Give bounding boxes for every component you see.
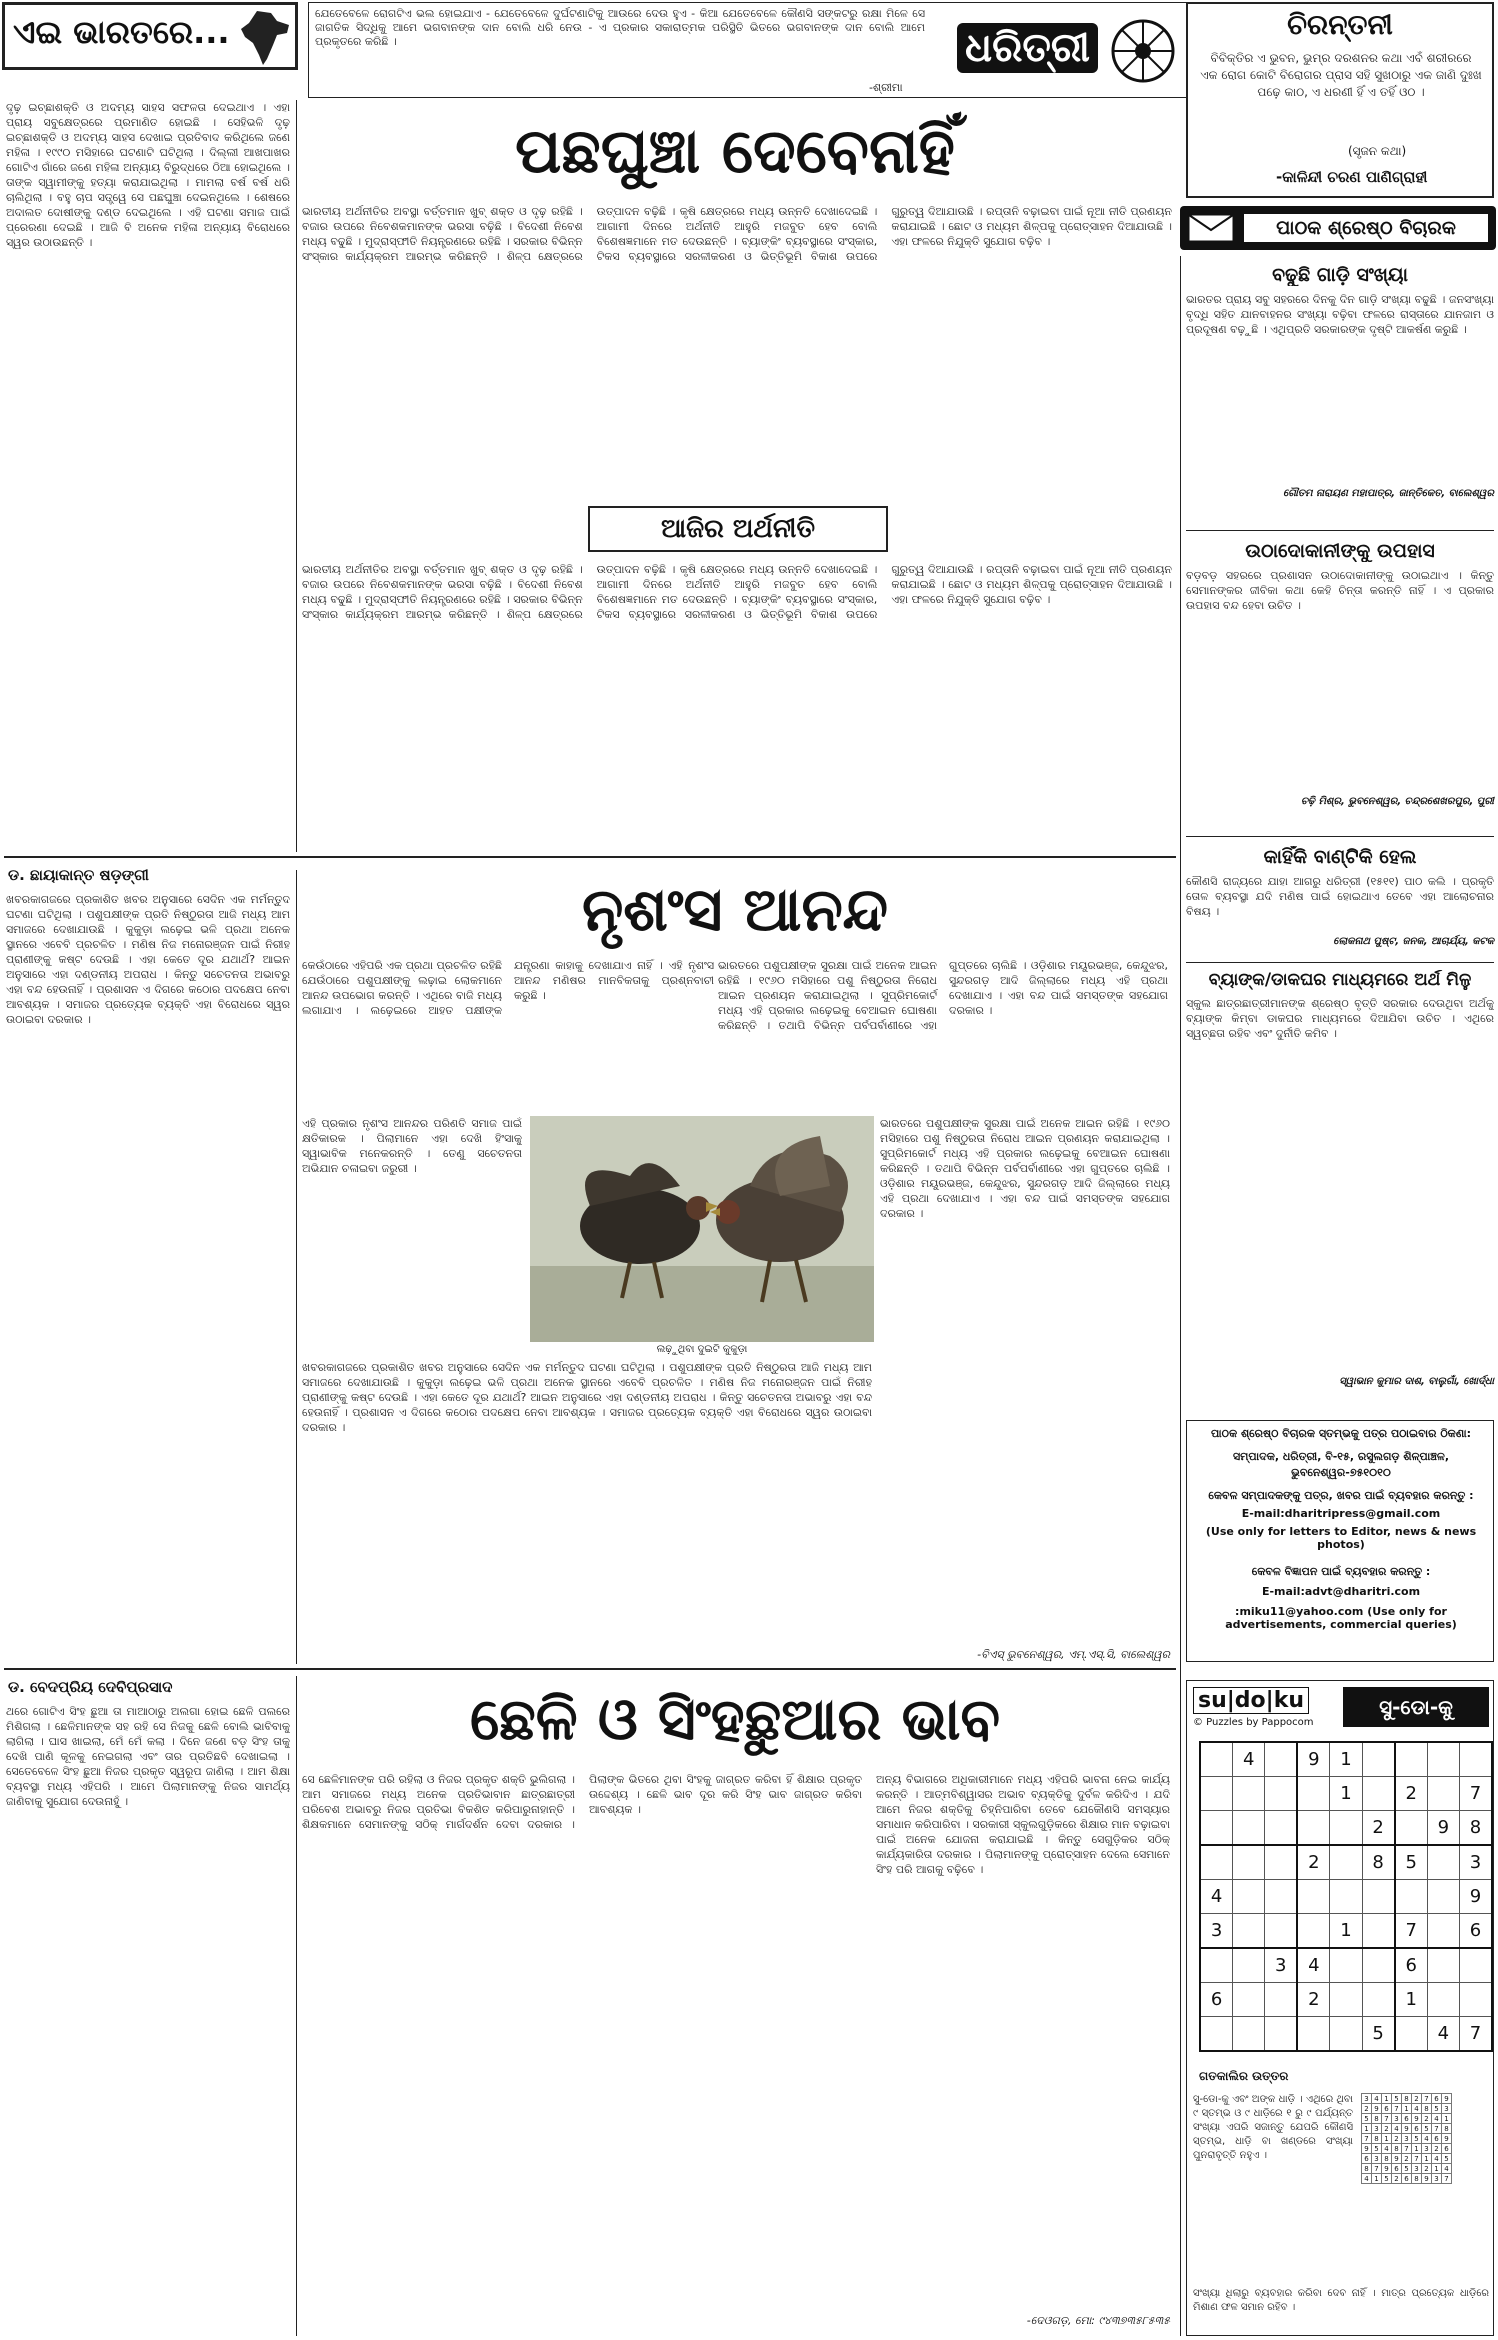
solution-cell: 8 — [1402, 2094, 1412, 2104]
solution-cell: 3 — [1432, 2174, 1442, 2184]
contact-address: ସମ୍ପାଦକ, ଧରିତ୍ରୀ, ବି-୧୫, ରସୁଲଗଡ଼ ଶିଳ୍ପାଞ୍ଚଳ, ଭୁବନେଶ୍ୱର-୭୫୧୦୧୦ — [1232, 1450, 1449, 1479]
article-2-signoff: -ବିଏସ୍ ଭୁବନେଶ୍ୱର, ଏମ୍.ଏସ୍.ସି, ବାଲେଶ୍ୱର — [977, 1648, 1170, 1661]
sudoku-cell[interactable] — [1200, 1948, 1233, 1983]
sudoku-cell[interactable] — [1362, 1742, 1395, 1777]
solution-cell: 9 — [1442, 2094, 1452, 2104]
sudoku-solution-grid — [1361, 2093, 1452, 2184]
solution-cell: 7 — [1432, 2124, 1442, 2134]
letter-author: ଚଢ଼ି ମିଶ୍ର, ଭୁବନେଶ୍ୱର, ଚନ୍ଦ୍ରଶେଖରପୁର, ପୁରୀ — [1300, 796, 1494, 807]
sudoku-cell[interactable]: 2 — [1362, 1811, 1395, 1846]
sudoku-cell[interactable] — [1427, 1742, 1459, 1777]
solution-cell: 8 — [1442, 2124, 1452, 2134]
section-header-box — [2, 2, 298, 70]
sudoku-cell[interactable]: 4 — [1233, 1742, 1265, 1777]
article-3-signoff: -ଦେଓଗଡ଼, ମୋ: ୯୪୩୭୩୫୮୫୩୫ — [1026, 2314, 1170, 2327]
solution-cell: 5 — [1362, 2114, 1372, 2124]
ad-email-2[interactable]: :miku11@yahoo.com (Use only for advertisements, commercial queries) — [1225, 1605, 1457, 1631]
sudoku-cell[interactable] — [1362, 1914, 1395, 1949]
article-1-left-body: ଦୃଢ଼ ଇଚ୍ଛାଶକ୍ତି ଓ ଅଦମ୍ୟ ସାହସ ସଫଳତା ଦେଇଥାଏ । ଏହା ପ୍ରାୟ ସବୁକ୍ଷେତ୍ରରେ ପ୍ରମାଣିତ ହୋଇଛି । ସେହିଭଳି ଦୃଢ଼ ଇଚ୍ଛାଶକ୍ତି ଓ ଅଦମ୍ୟ ସାହସ ଦେଖାଇ ପ୍ରତିବାଦ କରିଥିଲେ ଜଣେ ମହିଳା । ୧୯୯୦ ମସିହାରେ ଘଟଣାଟି ଘଟିଥିଲା । ଦିଲ୍ଲୀ ଆଖପାଖର ଗୋଟିଏ ଗାଁରେ ଜଣେ ମହିଳା ଅନ୍ୟାୟ ବିରୁଦ୍ଧରେ ଠିଆ ହୋଇଥିଲେ । ତାଙ୍କ ସ୍ୱାମୀଙ୍କୁ ହତ୍ୟା କରାଯାଇଥିଲା । ମାମଲା ବର୍ଷ ବର୍ଷ ଧରି ଚାଲିଥିଲା । ବହୁ ଚାପ ସତ୍ତ୍ୱେ ସେ ପଛଘୁଞ୍ଚା ଦେଇନଥିଲେ । ଶେଷରେ ଅଦାଲତ ଦୋଷୀଙ୍କୁ ଦଣ୍ଡ ଦେଇଥିଲେ । ଏହି ଘଟଣା ସମାଜ ପାଇଁ ପ୍ରେରଣା ଦେଇଛି । ଆଜି ବି ଅନେକ ମହିଳା ଅନ୍ୟାୟ ବିରୋଧରେ ସ୍ୱର ଉଠାଉଛନ୍ତି । — [6, 101, 290, 249]
solution-cell: 4 — [1422, 2134, 1432, 2144]
quote-text: ଯେତେବେଳେ ରୋଗଟିଏ ଭଲ ହୋଇଯାଏ - ଯେତେବେଳେ ଦୁର୍ଘଟଣାଟିକୁ ଆଉରେ ଦେଉ ହୁଏ - କିଆ ଯେତେବେଳେ କୌଣସି ସଙ୍କଟରୁ ରକ୍ଷା ମିଳେ ସେ ଜାଗତିକ ସିଦ୍ଧିକୁ ଆମେ ଭଗବାନଙ୍କ ଦାନ ବୋଲି ଧରି ନେଉ - ଏ ପ୍ରକାର ସକାରାତ୍ମକ ପରିସ୍ଥିତି ଭିତରେ ଭଗବାନଙ୍କ ଦାନ ବୋଲି ଆମେ ପ୍ରକୃତରେ କରିଛି । — [315, 7, 925, 48]
solution-cell: 5 — [1422, 2124, 1432, 2134]
sudoku-cell[interactable] — [1265, 2017, 1298, 2052]
sudoku-cell[interactable]: 3 — [1265, 1948, 1298, 1983]
sudoku-cell[interactable] — [1200, 1777, 1233, 1811]
sudoku-cell[interactable]: 5 — [1395, 1845, 1428, 1880]
sudoku-cell[interactable]: 1 — [1330, 1914, 1362, 1949]
sudoku-cell[interactable] — [1459, 1742, 1492, 1777]
solution-cell: 5 — [1402, 2164, 1412, 2174]
chirantani-box — [1186, 2, 1494, 198]
solution-cell: 9 — [1442, 2134, 1452, 2144]
solution-cell: 8 — [1372, 2134, 1382, 2144]
ad-email-1[interactable]: E-mail:advt@dharitri.com — [1261, 1585, 1421, 1598]
solution-cell: 7 — [1402, 2144, 1412, 2154]
solution-cell: 1 — [1382, 2094, 1392, 2104]
sudoku-cell[interactable]: 2 — [1297, 1983, 1330, 2017]
sudoku-cell[interactable] — [1330, 1983, 1362, 2017]
economics-box — [588, 506, 888, 552]
article-3-right-body: ଅନ୍ୟ ବିଭାଗରେ ଅଧିକାରୀମାନେ ମଧ୍ୟ ଏହିପରି ଭାବନା ନେଇ କାର୍ଯ୍ୟ କରନ୍ତି । ଆତ୍ମବିଶ୍ୱାସର ଅଭାବ ବ୍ୟକ୍ତିକୁ ଦୁର୍ବଳ କରିଦିଏ । ଯଦି ଆମେ ନିଜର ଶକ୍ତିକୁ ଚିହ୍ନିପାରିବା ତେବେ ଯେକୌଣସି ସମସ୍ୟାର ସମାଧାନ କରିପାରିବା । ସରକାରୀ ସ୍କୁଲଗୁଡ଼ିକରେ ଶିକ୍ଷାର ମାନ ବଢ଼ାଇବା ପାଇଁ ଅନେକ ଯୋଜନା କରାଯାଇଛି । କିନ୍ତୁ ସେଗୁଡ଼ିକର ସଠିକ୍ କାର୍ଯ୍ୟକାରିତା ଦରକାର । ପିଲାମାନଙ୍କୁ ପ୍ରୋତ୍ସାହନ ଦେଲେ ସେମାନେ ସିଂହ ପରି ଆଗକୁ ବଢ଼ିବେ । — [876, 1773, 1170, 1876]
solution-cell: 1 — [1402, 2104, 1412, 2114]
contact-email-label: କେବଳ ସମ୍ପାଦକଙ୍କୁ ପତ୍ର, ଖବର ପାଇଁ ବ୍ୟବହାର କରନ୍ତୁ : — [1208, 1489, 1474, 1502]
solution-cell: 3 — [1442, 2104, 1452, 2114]
solution-cell: 3 — [1422, 2144, 1432, 2154]
letter-title: କାହିଁକି ବାଣ୍ଟିକି ହେଲ — [1263, 846, 1417, 868]
article-2-right-body: ଭାରତରେ ପଶୁପକ୍ଷୀଙ୍କ ସୁରକ୍ଷା ପାଇଁ ଅନେକ ଆଇନ ରହିଛି । ୧୯୬୦ ମସିହାରେ ପଶୁ ନିଷ୍ଠୁରତା ନିରୋଧ ଆଇନ ପ୍ରଣୟନ କରାଯାଇଥିଲା । ସୁପ୍ରିମକୋର୍ଟ ମଧ୍ୟ ଏହି ପ୍ରକାର ଲଢ଼େଇକୁ ବେଆଇନ ଘୋଷଣା କରିଛନ୍ତି । ତଥାପି ବିଭିନ୍ନ ପର୍ବପର୍ବାଣୀରେ ଏହା ଗୁପ୍ତରେ ଚାଲିଛି । ଓଡ଼ିଶାର ମୟୂରଭଞ୍ଜ, କେନ୍ଦୁଝର, ସୁନ୍ଦରଗଡ଼ ଆଦି ଜିଲ୍ଲାରେ ମଧ୍ୟ ଏହି ପ୍ରଥା ଦେଖାଯାଏ । ଏହା ବନ୍ଦ ପାଇଁ ସମସ୍ତଙ୍କ ସହଯୋଗ ଦରକାର । — [718, 959, 1168, 1032]
letter-title: ବଢୁଛି ଗାଡ଼ି ସଂଖ୍ୟା — [1272, 264, 1408, 286]
sudoku-cell[interactable] — [1427, 1948, 1459, 1983]
solution-cell: 4 — [1362, 2174, 1372, 2184]
sudoku-cell[interactable]: 7 — [1459, 2017, 1492, 2052]
sudoku-cell[interactable]: 9 — [1427, 1811, 1459, 1846]
chirantani-body: ବିବିକ୍ତିର ଏ ଭୁବନ, ଭୁମ୍ର ଦରଶନର କଥା ଏବଁ ଶରୀରରେ ଏକ ରୋଗ କୋଟି ବିରୋଗର ପ୍ରାସ ସହି ସୁଖଠାରୁ ଏକ ଜାଣି ଦୁଃଖ ପଢ଼େ କାଠ, ଏ ଧରଣୀ ହିଁ ଏ ତହିଁ ଓଠ । — [1200, 51, 1482, 99]
sudoku-brand-sub: © Puzzles by Pappocom — [1193, 1717, 1314, 1728]
sudoku-cell[interactable]: 3 — [1200, 1914, 1233, 1949]
sudoku-cell[interactable] — [1265, 1845, 1298, 1880]
solution-cell: 9 — [1402, 2124, 1412, 2134]
letter-author: ଗୌତମ ନାରାୟଣ ମହାପାତ୍ର, ଜାନ୍ତିକେତ, ବାଲେଶ୍ୱର — [1283, 488, 1494, 499]
solution-cell: 2 — [1432, 2144, 1442, 2154]
sudoku-cell[interactable]: 6 — [1200, 1983, 1233, 2017]
solution-cell: 9 — [1362, 2144, 1372, 2154]
solution-cell: 8 — [1362, 2164, 1372, 2174]
sudoku-cell[interactable] — [1200, 1845, 1233, 1880]
headline-2: ନୃଶଂସ ଆନନ୍ଦ — [581, 875, 889, 945]
solution-cell: 7 — [1412, 2154, 1422, 2164]
sudoku-cell[interactable]: 8 — [1459, 1811, 1492, 1846]
sudoku-cell[interactable] — [1362, 1983, 1395, 2017]
ad-label: କେବଳ ବିଜ୍ଞାପନ ପାଇଁ ବ୍ୟବହାର କରନ୍ତୁ : — [1251, 1565, 1431, 1578]
solution-cell: 5 — [1372, 2144, 1382, 2154]
solution-cell: 9 — [1412, 2114, 1422, 2124]
solution-cell: 8 — [1382, 2154, 1392, 2164]
sudoku-cell[interactable] — [1395, 2017, 1428, 2052]
solution-cell: 1 — [1372, 2174, 1382, 2184]
sudoku-cell[interactable] — [1330, 2017, 1362, 2052]
article-2-right-body-2: ଭାରତରେ ପଶୁପକ୍ଷୀଙ୍କ ସୁରକ୍ଷା ପାଇଁ ଅନେକ ଆଇନ ରହିଛି । ୧୯୬୦ ମସିହାରେ ପଶୁ ନିଷ୍ଠୁରତା ନିରୋଧ ଆଇନ ପ୍ରଣୟନ କରାଯାଇଥିଲା । ସୁପ୍ରିମକୋର୍ଟ ମଧ୍ୟ ଏହି ପ୍ରକାର ଲଢ଼େଇକୁ ବେଆଇନ ଘୋଷଣା କରିଛନ୍ତି । ତଥାପି ବିଭିନ୍ନ ପର୍ବପର୍ବାଣୀରେ ଏହା ଗୁପ୍ତରେ ଚାଲିଛି । ଓଡ଼ିଶାର ମୟୂରଭଞ୍ଜ, କେନ୍ଦୁଝର, ସୁନ୍ଦରଗଡ଼ ଆଦି ଜିଲ୍ଲାରେ ମଧ୍ୟ ଏହି ପ୍ରଥା ଦେଖାଯାଏ । ଏହା ବନ୍ଦ ପାଇଁ ସମସ୍ତଙ୍କ ସହଯୋଗ ଦରକାର । — [880, 1117, 1170, 1220]
sudoku-cell[interactable] — [1265, 1914, 1298, 1949]
solution-cell: 7 — [1382, 2114, 1392, 2124]
solution-cell: 3 — [1372, 2154, 1382, 2164]
letter-body: ଭାରତର ପ୍ରାୟ ସବୁ ସହରରେ ଦିନକୁ ଦିନ ଗାଡ଼ି ସଂଖ୍ୟା ବଢୁଛି । ଜନସଂଖ୍ୟା ବୃଦ୍ଧି ସହିତ ଯାନବାହନର ସଂଖ୍ୟା ବଢ଼ିବା ଫଳରେ ରାସ୍ତାରେ ଯାନଜାମ ଓ ପ୍ରଦୂଷଣ ବଢ଼ୁଛି । ଏଥିପ୍ରତି ସରକାରଙ୍କ ଦୃଷ୍ଟି ଆକର୍ଷଣ କରୁଛି । — [1186, 293, 1494, 336]
section-title: ଏଇ ଭାରତରେ... — [13, 13, 230, 51]
solution-cell: 6 — [1432, 2094, 1442, 2104]
sudoku-cell[interactable]: 4 — [1297, 1948, 1330, 1983]
sudoku-cell[interactable]: 8 — [1362, 1845, 1395, 1880]
contact-email-note: (Use only for letters to Editor, news & news photos) — [1205, 1525, 1477, 1551]
sudoku-cell[interactable]: 3 — [1459, 1845, 1492, 1880]
readers-banner — [1180, 206, 1496, 250]
sudoku-cell[interactable]: 1 — [1330, 1742, 1362, 1777]
solution-cell: 2 — [1402, 2154, 1412, 2164]
letter-author: ସ୍ୱାଭାନ କୁମାର ଦାଶ, ବାଲୁଗାଁ, ଖୋର୍ଦ୍ଧା — [1339, 1376, 1494, 1387]
solution-cell: 3 — [1392, 2114, 1402, 2124]
sudoku-cell[interactable]: 9 — [1297, 1742, 1330, 1777]
sudoku-cell[interactable]: 9 — [1459, 1880, 1492, 1914]
dharitri-logo — [949, 13, 1185, 89]
solution-cell: 3 — [1362, 2094, 1372, 2104]
solution-cell: 7 — [1372, 2164, 1382, 2174]
sudoku-cell[interactable]: 7 — [1395, 1914, 1428, 1949]
solution-cell: 1 — [1362, 2124, 1372, 2134]
solution-cell: 2 — [1422, 2164, 1432, 2174]
sudoku-solution-title: ଗତକାଲିର ଉତ୍ତର — [1199, 2069, 1289, 2083]
sudoku-cell[interactable] — [1330, 1845, 1362, 1880]
chirantani-author: -କାଳିନ୍ଦୀ ଚରଣ ପାଣିଗ୍ରାହୀ — [1276, 168, 1428, 186]
solution-cell: 4 — [1412, 2104, 1422, 2114]
byline-1: ଡ. ଛାୟାକାନ୍ତ ଷଡ଼ଙ୍ଗୀ — [8, 866, 149, 884]
solution-cell: 3 — [1402, 2134, 1412, 2144]
sudoku-cell[interactable]: 1 — [1330, 1777, 1362, 1811]
sudoku-cell[interactable] — [1330, 1880, 1362, 1914]
solution-cell: 2 — [1422, 2114, 1432, 2124]
sudoku-cell[interactable] — [1200, 1811, 1233, 1846]
solution-cell: 2 — [1382, 2124, 1392, 2134]
quote-author: -ଶ୍ରୀମା — [869, 81, 903, 94]
contact-intro: ପାଠକ ଶ୍ରେଷ୍ଠ ବିଚାରକ ସ୍ତମ୍ଭକୁ ପତ୍ର ପଠାଇବାର ଠିକଣା: — [1210, 1427, 1472, 1440]
quote-box — [308, 2, 1188, 98]
sudoku-cell[interactable]: 7 — [1459, 1777, 1492, 1811]
sudoku-cell[interactable] — [1427, 1880, 1459, 1914]
letter-body: କୌଣସି ରାଜ୍ୟରେ ଯାହା ଆଗରୁ ଧରିତ୍ରୀ (୧୫୧୧) ପାଠ କଲି । ପ୍ରକୃତି ତୋଳ ବ୍ୟବସ୍ଥା ଯଦି ମଣିଷ ପାଇଁ ହୋଇଥାଏ ତେବେ ଏହା ଆଲୋଚନାର ବିଷୟ । — [1186, 875, 1494, 918]
sudoku-cell[interactable] — [1395, 1880, 1428, 1914]
sudoku-cell[interactable] — [1265, 1983, 1298, 2017]
solution-cell: 1 — [1422, 2154, 1432, 2164]
chirantani-title: ଚିରନ୍ତନୀ — [1287, 8, 1393, 41]
contact-email[interactable]: E-mail:dharitripress@gmail.com — [1241, 1507, 1441, 1520]
solution-cell: 9 — [1372, 2104, 1382, 2114]
letter-title: ବ୍ୟାଙ୍କ/ଡାକଘର ମାଧ୍ୟମରେ ଅର୍ଥ ମିଳୁ — [1208, 970, 1472, 990]
sudoku-box — [1186, 1680, 1494, 2336]
letter-author: ଲୋକନାଥ ପୁଷ୍ଟ, ଜନକ, ଆଚାର୍ଯ୍ୟ, କଟକ — [1333, 936, 1494, 947]
solution-cell: 8 — [1392, 2144, 1402, 2154]
sudoku-cell[interactable]: 2 — [1395, 1777, 1428, 1811]
sudoku-cell[interactable] — [1362, 1880, 1395, 1914]
sudoku-footer: ସଂଖ୍ୟା ଧିଲାରୁ ବ୍ୟବହାର କରିବା ଦେବ ନାହିଁ । ମାତ୍ର ପ୍ରତ୍ୟେକ ଧାଡ଼ିରେ ମିଶାଣ ଫଳ ସମାନ ରହିବ । — [1193, 2288, 1489, 2313]
solution-cell: 7 — [1392, 2104, 1402, 2114]
solution-cell: 7 — [1422, 2094, 1432, 2104]
solution-cell: 4 — [1432, 2154, 1442, 2164]
solution-cell: 4 — [1432, 2114, 1442, 2124]
solution-cell: 4 — [1392, 2124, 1402, 2134]
sudoku-cell[interactable] — [1330, 1948, 1362, 1983]
sudoku-cell[interactable] — [1395, 1742, 1428, 1777]
sudoku-cell[interactable] — [1427, 1777, 1459, 1811]
article-1-right-body-b: ଭାରତୀୟ ଅର୍ଥନୀତିର ଅବସ୍ଥା ବର୍ତ୍ତମାନ ଖୁବ୍ ଶକ୍ତ ଓ ଦୃଢ଼ ରହିଛି । ବଜାର ଉପରେ ନିବେଶକମାନଙ୍କ ଭରସା ବଢ଼ିଛି । ବିଦେଶୀ ନିବେଶ ମଧ୍ୟ ବଢୁଛି । ମୁଦ୍ରାସ୍ଫୀତି ନିୟନ୍ତ୍ରଣରେ ରହିଛି । ସରକାର ବିଭିନ୍ନ ସଂସ୍କାର କାର୍ଯ୍ୟକ୍ରମ ଆରମ୍ଭ କରିଛନ୍ତି । ଶିଳ୍ପ କ୍ଷେତ୍ରରେ ଉତ୍ପାଦନ ବଢ଼ିଛି । କୃଷି କ୍ଷେତ୍ରରେ ମଧ୍ୟ ଉନ୍ନତି ଦେଖାଦେଇଛି । ଆଗାମୀ ଦିନରେ ଅର୍ଥନୀତି ଆହୁରି ମଜବୁତ ହେବ ବୋଲି ବିଶେଷଜ୍ଞମାନେ ମତ ଦେଉଛନ୍ତି । ବ୍ୟାଙ୍କିଂ ବ୍ୟବସ୍ଥାରେ ସଂସ୍କାର, ଟିକସ ବ୍ୟବସ୍ଥାରେ ସରଳୀକରଣ ଓ ଭିତ୍ତିଭୂମି ବିକାଶ ଉପରେ ଗୁରୁତ୍ୱ ଦିଆଯାଉଛି । ରପ୍ତାନି ବଢ଼ାଇବା ପାଇଁ ନୂଆ ନୀତି ପ୍ରଣୟନ କରାଯାଇଛି । ଛୋଟ ଓ ମଧ୍ୟମ ଶିଳ୍ପକୁ ପ୍ରୋତ୍ସାହନ ଦିଆଯାଉଛି । ଏହା ଫଳରେ ନିଯୁକ୍ତି ସୁଯୋଗ ବଢ଼ିବ । — [302, 563, 1172, 621]
letter-title: ଉଠାଦୋକାନୀଙ୍କୁ ଉପହାସ — [1245, 540, 1435, 562]
solution-cell: 3 — [1412, 2164, 1422, 2174]
solution-cell: 6 — [1402, 2174, 1412, 2184]
contact-box — [1186, 1420, 1494, 1662]
sudoku-cell[interactable] — [1233, 1880, 1265, 1914]
solution-cell: 7 — [1442, 2174, 1452, 2184]
sudoku-cell[interactable] — [1427, 1845, 1459, 1880]
chirantani-source: (ସୃଜନ କଥା) — [1348, 144, 1407, 158]
article-2-mid-body-3: ଖବରକାଗଜରେ ପ୍ରକାଶିତ ଖବର ଅନୁସାରେ ସେଦିନ ଏକ ମର୍ମନ୍ତୁଦ ଘଟଣା ଘଟିଥିଲା । ପଶୁପକ୍ଷୀଙ୍କ ପ୍ରତି ନିଷ୍ଠୁରତା ଆଜି ମଧ୍ୟ ଆମ ସମାଜରେ ଦେଖାଯାଉଛି । କୁକୁଡ଼ା ଲଢ଼େଇ ଭଳି ପ୍ରଥା ଅନେକ ସ୍ଥାନରେ ଏବେବି ପ୍ରଚଳିତ । ମଣିଷ ନିଜ ମନୋରଞ୍ଜନ ପାଇଁ ନିରୀହ ପ୍ରାଣୀଙ୍କୁ କଷ୍ଟ ଦେଉଛି । ଏହା କେତେ ଦୂର ଯଥାର୍ଥ? ଆଇନ ଅନୁସାରେ ଏହା ଦଣ୍ଡନୀୟ ଅପରାଧ । କିନ୍ତୁ ସଚେତନତା ଅଭାବରୁ ଏହା ବନ୍ଦ ହେଉନାହିଁ । ପ୍ରଶାସନ ଏ ଦିଗରେ କଠୋର ପଦକ୍ଷେପ ନେବା ଆବଶ୍ୟକ । ସମାଜର ପ୍ରତ୍ୟେକ ବ୍ୟକ୍ତି ଏହା ବିରୋଧରେ ସ୍ୱର ଉଠାଇବା ଦରକାର । — [302, 1361, 872, 1434]
solution-cell: 6 — [1362, 2154, 1372, 2164]
sudoku-cell[interactable] — [1233, 1948, 1265, 1983]
solution-cell: 6 — [1392, 2164, 1402, 2174]
solution-cell: 5 — [1412, 2134, 1422, 2144]
byline-2: ଡ. ବେଦପ୍ରିୟ ଦେବିପ୍ରସାଦ — [8, 1678, 173, 1696]
article-3-mid-body: ସେ ଛେଳିମାନଙ୍କ ପରି ରହିଲା ଓ ନିଜର ପ୍ରକୃତ ଶକ୍ତି ଭୁଲିଗଲା । ଆମ ସମାଜରେ ମଧ୍ୟ ଅନେକ ପ୍ରତିଭାବାନ ଛାତ୍ରଛାତ୍ରୀ ପରିବେଶ ଅଭାବରୁ ନିଜର ପ୍ରତିଭା ବିକଶିତ କରିପାରୁନାହାନ୍ତି । ଶିକ୍ଷକମାନେ ସେମାନଙ୍କୁ ସଠିକ୍ ମାର୍ଗଦର୍ଶନ ଦେବା ଦରକାର । ପିଲାଙ୍କ ଭିତରେ ଥିବା ସିଂହକୁ ଜାଗ୍ରତ କରିବା ହିଁ ଶିକ୍ଷାର ପ୍ରକୃତ ଉଦ୍ଦେଶ୍ୟ । ଛେଳି ଭାବ ଦୂର କରି ସିଂହ ଭାବ ଜାଗ୍ରତ କରିବା ଆବଶ୍ୟକ । — [302, 1773, 862, 1831]
solution-cell: 5 — [1392, 2094, 1402, 2104]
envelope-icon — [1188, 214, 1234, 242]
sudoku-cell[interactable] — [1233, 1983, 1265, 2017]
solution-cell: 1 — [1442, 2114, 1452, 2124]
sudoku-cell[interactable] — [1427, 1914, 1459, 1949]
sudoku-cell[interactable] — [1297, 1777, 1330, 1811]
sudoku-title: ସୁ-ଡୋ-କୁ — [1343, 1687, 1489, 1727]
solution-cell: 9 — [1392, 2154, 1402, 2164]
sudoku-cell[interactable]: 2 — [1297, 1845, 1330, 1880]
solution-cell: 2 — [1412, 2094, 1422, 2104]
sudoku-cell[interactable] — [1297, 1914, 1330, 1949]
headline-3: ଛେଳି ଓ ସିଂହଛୁଆର ଭାବ — [469, 1685, 1001, 1753]
letter-4 — [1186, 970, 1494, 1410]
wheel-logo-icon — [1109, 17, 1177, 85]
headline-1: ପଛଘୁଞ୍ଚା ଦେବେନାହିଁ — [515, 114, 955, 187]
sudoku-cell[interactable] — [1265, 1742, 1298, 1777]
letter-2 — [1186, 540, 1494, 830]
letter-1 — [1186, 264, 1494, 524]
letter-body: ବଡ଼ବଡ଼ ସହରରେ ପ୍ରଶାସନ ଉଠାଦୋକାନୀଙ୍କୁ ଉଠାଇଥାଏ । କିନ୍ତୁ ସେମାନଙ୍କର ଜୀବିକା କଥା କେହି ଚିନ୍ତା କରନ୍ତି ନାହିଁ । ଏ ପ୍ରକାର ଉପହାସ ବନ୍ଦ ହେବା ଉଚିତ । — [1186, 569, 1494, 612]
solution-cell: 8 — [1372, 2114, 1382, 2124]
article-3-left-body: ଥରେ ଗୋଟିଏ ସିଂହ ଛୁଆ ତା ମାଆଠାରୁ ଅଲଗା ହୋଇ ଛେଳି ପଲରେ ମିଶିଗଲା । ଛେଳିମାନଙ୍କ ସହ ରହି ସେ ନିଜକୁ ଛେଳି ବୋଲି ଭାବିବାକୁ ଲାଗିଲା । ଘାସ ଖାଇଲା, ମେଁ ମେଁ କଲା । ଦିନେ ଜଣେ ବଡ଼ ସିଂହ ତାକୁ ଦେଖି ପାଣି କୂଳକୁ ନେଇଗଲା ଏବଂ ତାର ପ୍ରତିଛବି ଦେଖାଇଲା । ସେତେବେଳେ ସିଂହ ଛୁଆ ନିଜର ପ୍ରକୃତ ସ୍ୱରୂପ ଜାଣିଲା । ଆମ ଶିକ୍ଷା ବ୍ୟବସ୍ଥା ମଧ୍ୟ ଏହିପରି । ଆମେ ପିଲାମାନଙ୍କୁ ନିଜର ସାମର୍ଥ୍ୟ ଜାଣିବାକୁ ସୁଯୋଗ ଦେଉନାହୁଁ । — [6, 1705, 290, 1808]
sudoku-instructions: ସୁ-ଡୋ-କୁ ଏବଂ ଅଙ୍କ ଧାଡ଼ି । ଏଥିରେ ଥିବା ୯ ସ୍ତମ୍ଭ ଓ ୯ ଧାଡ଼ିରେ ୧ ରୁ ୯ ପର୍ଯ୍ୟନ୍ତ ସଂଖ୍ୟା ଏପରି ସଜାନ୍ତୁ ଯେପରି କୌଣସି ସ୍ତମ୍ଭ, ଧାଡ଼ି ବା ଖଣ୍ଡରେ ସଂଖ୍ୟା ପୁନରାବୃତ୍ତି ନହୁଏ । — [1193, 2094, 1353, 2161]
sudoku-cell[interactable]: 6 — [1395, 1948, 1428, 1983]
sudoku-cell[interactable] — [1265, 1777, 1298, 1811]
solution-cell: 9 — [1422, 2174, 1432, 2184]
solution-cell: 6 — [1442, 2144, 1452, 2154]
sudoku-brand: su|do|ku — [1193, 1687, 1309, 1714]
solution-cell: 6 — [1382, 2104, 1392, 2114]
sudoku-cell[interactable] — [1297, 1880, 1330, 1914]
solution-cell: 8 — [1422, 2104, 1432, 2114]
solution-cell: 1 — [1432, 2164, 1442, 2174]
solution-cell: 6 — [1432, 2134, 1442, 2144]
sudoku-cell[interactable] — [1362, 1948, 1395, 1983]
readers-banner-title: ପାଠକ ଶ୍ରେଷ୍ଠ ବିଚାରକ — [1244, 214, 1488, 242]
sudoku-cell[interactable] — [1265, 1880, 1298, 1914]
solution-cell: 1 — [1412, 2144, 1422, 2154]
article-2-mid-body: କେଉଁଠାରେ ଏହିପରି ଏକ ପ୍ରଥା ପ୍ରଚଳିତ ରହିଛି ଯେଉଁଠାରେ ପଶୁପକ୍ଷୀଙ୍କୁ ଲଢ଼ାଇ ଲୋକମାନେ ଆନନ୍ଦ ଉପଭୋଗ କରନ୍ତି । ଏଥିରେ ବାଜି ମଧ୍ୟ ଲଗାଯାଏ । ଲଢ଼େଇରେ ଆହତ ପକ୍ଷୀଙ୍କ ଯନ୍ତ୍ରଣା କାହାକୁ ଦେଖାଯାଏ ନାହିଁ । ଏହି ନୃଶଂସ ଆନନ୍ଦ ମଣିଷର ମାନବିକତାକୁ ପ୍ରଶ୍ନବାଚୀ କରୁଛି । — [302, 959, 714, 1017]
solution-cell: 9 — [1382, 2164, 1392, 2174]
letter-body: ସ୍କୁଲ ଛାତ୍ରଛାତ୍ରୀମାନଙ୍କ ଶ୍ରେଷ୍ଠ ବୃତ୍ତି ସରକାର ଦେଉଥିବା ଅର୍ଥକୁ ବ୍ୟାଙ୍କ କିମ୍ବା ଡାକଘର ମାଧ୍ୟମରେ ଦିଆଯିବା ଉଚିତ । ଏଥିରେ ସ୍ୱଚ୍ଛତା ରହିବ ଏବଂ ଦୁର୍ନୀତି କମିବ । — [1186, 997, 1494, 1040]
article-2-mid-body-2: ଏହି ପ୍ରକାର ନୃଶଂସ ଆନନ୍ଦର ପରିଣତି ସମାଜ ପାଇଁ କ୍ଷତିକାରକ । ପିଲାମାନେ ଏହା ଦେଖି ହିଂସାକୁ ସ୍ୱାଭାବିକ ମନେକରନ୍ତି । ତେଣୁ ସଚେତନତା ଅଭିଯାନ ଚଳାଇବା ଜରୁରୀ । — [302, 1117, 522, 1175]
sudoku-cell[interactable] — [1233, 1777, 1265, 1811]
economics-box-title: ଆଜିର ଅର୍ଥନୀତି — [661, 514, 815, 544]
rooster-fight-illustration — [530, 1116, 874, 1342]
sudoku-cell[interactable] — [1297, 2017, 1330, 2052]
sudoku-cell[interactable] — [1233, 1845, 1265, 1880]
sudoku-cell[interactable] — [1427, 1983, 1459, 2017]
solution-cell: 1 — [1382, 2134, 1392, 2144]
solution-cell: 4 — [1372, 2094, 1382, 2104]
sudoku-cell[interactable]: 6 — [1459, 1914, 1492, 1949]
sudoku-grid[interactable] — [1199, 1741, 1493, 2052]
india-map-icon — [237, 9, 293, 67]
solution-cell: 2 — [1392, 2174, 1402, 2184]
sudoku-cell[interactable] — [1362, 1777, 1395, 1811]
solution-cell: 6 — [1412, 2124, 1422, 2134]
solution-cell: 8 — [1412, 2174, 1422, 2184]
sudoku-cell[interactable] — [1330, 1811, 1362, 1846]
solution-cell: 5 — [1382, 2174, 1392, 2184]
rooster-photo — [530, 1116, 874, 1342]
solution-cell: 3 — [1372, 2124, 1382, 2134]
sudoku-cell[interactable] — [1200, 2017, 1233, 2052]
sudoku-cell[interactable]: 4 — [1200, 1880, 1233, 1914]
solution-cell: 4 — [1442, 2164, 1452, 2174]
sudoku-cell[interactable] — [1233, 1811, 1265, 1846]
photo-caption: ଲଢ଼ୁଥିବା ଦୁଇଟି କୁକୁଡ଼ା — [656, 1344, 748, 1355]
sudoku-cell[interactable] — [1200, 1742, 1233, 1777]
solution-cell: 2 — [1362, 2104, 1372, 2114]
solution-cell: 5 — [1432, 2104, 1442, 2114]
sudoku-cell[interactable] — [1459, 1948, 1492, 1983]
letter-3 — [1186, 846, 1494, 956]
solution-cell: 5 — [1442, 2154, 1452, 2164]
sudoku-cell[interactable] — [1297, 1811, 1330, 1846]
solution-cell: 4 — [1382, 2144, 1392, 2154]
solution-cell: 7 — [1362, 2134, 1372, 2144]
sudoku-cell[interactable] — [1233, 2017, 1265, 2052]
sudoku-cell[interactable] — [1233, 1914, 1265, 1949]
sudoku-cell[interactable]: 4 — [1427, 2017, 1459, 2052]
sudoku-cell[interactable]: 5 — [1362, 2017, 1395, 2052]
sudoku-cell[interactable] — [1395, 1811, 1428, 1846]
sudoku-cell[interactable] — [1265, 1811, 1298, 1846]
solution-cell: 2 — [1392, 2134, 1402, 2144]
article-1-right-body-a: ଭାରତୀୟ ଅର୍ଥନୀତିର ଅବସ୍ଥା ବର୍ତ୍ତମାନ ଖୁବ୍ ଶକ୍ତ ଓ ଦୃଢ଼ ରହିଛି । ବଜାର ଉପରେ ନିବେଶକମାନଙ୍କ ଭରସା ବଢ଼ିଛି । ବିଦେଶୀ ନିବେଶ ମଧ୍ୟ ବଢୁଛି । ମୁଦ୍ରାସ୍ଫୀତି ନିୟନ୍ତ୍ରଣରେ ରହିଛି । ସରକାର ବିଭିନ୍ନ ସଂସ୍କାର କାର୍ଯ୍ୟକ୍ରମ ଆରମ୍ଭ କରିଛନ୍ତି । ଶିଳ୍ପ କ୍ଷେତ୍ରରେ ଉତ୍ପାଦନ ବଢ଼ିଛି । କୃଷି କ୍ଷେତ୍ରରେ ମଧ୍ୟ ଉନ୍ନତି ଦେଖାଦେଇଛି । ଆଗାମୀ ଦିନରେ ଅର୍ଥନୀତି ଆହୁରି ମଜବୁତ ହେବ ବୋଲି ବିଶେଷଜ୍ଞମାନେ ମତ ଦେଉଛନ୍ତି । ବ୍ୟାଙ୍କିଂ ବ୍ୟବସ୍ଥାରେ ସଂସ୍କାର, ଟିକସ ବ୍ୟବସ୍ଥାରେ ସରଳୀକରଣ ଓ ଭିତ୍ତିଭୂମି ବିକାଶ ଉପରେ ଗୁରୁତ୍ୱ ଦିଆଯାଉଛି । ରପ୍ତାନି ବଢ଼ାଇବା ପାଇଁ ନୂଆ ନୀତି ପ୍ରଣୟନ କରାଯାଇଛି । ଛୋଟ ଓ ମଧ୍ୟମ ଶିଳ୍ପକୁ ପ୍ରୋତ୍ସାହନ ଦିଆଯାଉଛି । ଏହା ଫଳରେ ନିଯୁକ୍ତି ସୁଯୋଗ ବଢ଼ିବ । — [302, 205, 1172, 263]
sudoku-cell[interactable]: 1 — [1395, 1983, 1428, 2017]
solution-cell: 6 — [1402, 2114, 1412, 2124]
logo-text: ଧରିତ୍ରୀ — [957, 23, 1098, 73]
article-2-left-body: ଖବରକାଗଜରେ ପ୍ରକାଶିତ ଖବର ଅନୁସାରେ ସେଦିନ ଏକ ମର୍ମନ୍ତୁଦ ଘଟଣା ଘଟିଥିଲା । ପଶୁପକ୍ଷୀଙ୍କ ପ୍ରତି ନିଷ୍ଠୁରତା ଆଜି ମଧ୍ୟ ଆମ ସମାଜରେ ଦେଖାଯାଉଛି । କୁକୁଡ଼ା ଲଢ଼େଇ ଭଳି ପ୍ରଥା ଅନେକ ସ୍ଥାନରେ ଏବେବି ପ୍ରଚଳିତ । ମଣିଷ ନିଜ ମନୋରଞ୍ଜନ ପାଇଁ ନିରୀହ ପ୍ରାଣୀଙ୍କୁ କଷ୍ଟ ଦେଉଛି । ଏହା କେତେ ଦୂର ଯଥାର୍ଥ? ଆଇନ ଅନୁସାରେ ଏହା ଦଣ୍ଡନୀୟ ଅପରାଧ । କିନ୍ତୁ ସଚେତନତା ଅଭାବରୁ ଏହା ବନ୍ଦ ହେଉନାହିଁ । ପ୍ରଶାସନ ଏ ଦିଗରେ କଠୋର ପଦକ୍ଷେପ ନେବା ଆବଶ୍ୟକ । ସମାଜର ପ୍ରତ୍ୟେକ ବ୍ୟକ୍ତି ଏହା ବିରୋଧରେ ସ୍ୱର ଉଠାଇବା ଦରକାର । — [6, 893, 290, 1026]
sudoku-cell[interactable] — [1459, 1983, 1492, 2017]
